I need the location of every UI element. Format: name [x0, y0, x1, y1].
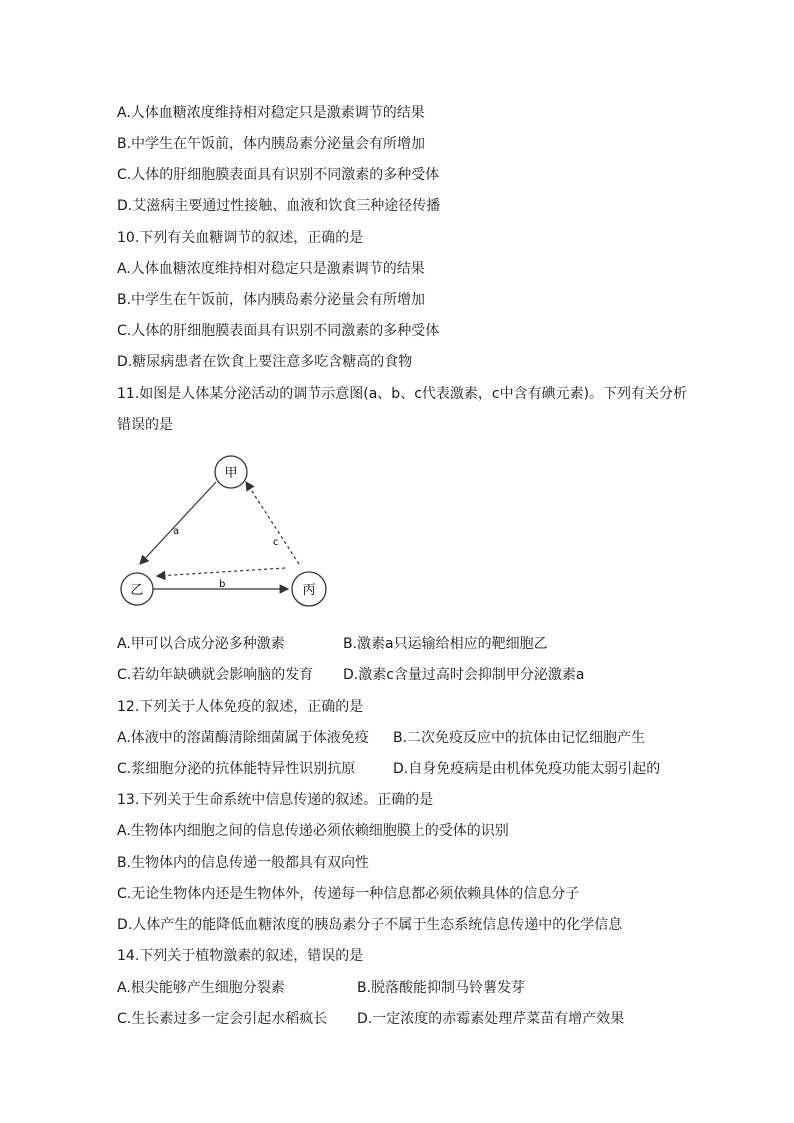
arrow-c-to-yi	[157, 568, 285, 576]
q11-stem-continued: 错误的是	[117, 417, 173, 433]
q14-option-d: D.一定浓度的赤霉素处理芹菜苗有增产效果	[357, 1011, 625, 1027]
q13-option-b: B.生物体内的信息传递一般都具有双向性	[117, 855, 370, 871]
q11-option-d: D.激素c含量过高时会抑制甲分泌激素a	[343, 667, 585, 683]
q10-option-d: D.糖尿病患者在饮食上要注意多吃含糖高的食物	[117, 354, 413, 370]
node-bing-label: 丙	[302, 583, 316, 598]
node-jia-label: 甲	[224, 466, 238, 481]
label-a: a	[173, 526, 180, 537]
q12-option-a: A.体液中的溶菌酶清除细菌属于体液免疫	[117, 730, 369, 746]
q9-option-a: A.人体血糖浓度维持相对稳定只是激素调节的结果	[117, 105, 425, 121]
hormone-regulation-diagram	[115, 446, 345, 616]
arrow-a	[140, 482, 216, 564]
q14-option-a: A.根尖能够产生细胞分裂素	[117, 980, 285, 996]
q12-option-b: B.二次免疫反应中的抗体由记忆细胞产生	[393, 730, 646, 746]
q11-option-a: A.甲可以合成分泌多种激素	[117, 636, 285, 652]
q11-option-b: B.激素a只运输给相应的靶细胞乙	[343, 636, 548, 652]
q10-stem: 10.下列有关血糖调节的叙述，正确的是	[117, 230, 364, 246]
q11-stem: 11.如图是人体某分泌活动的调节示意图(a、b、c代表激素，c中含有碘元素)。下列有关分析	[117, 386, 688, 402]
q11-option-c: C.若幼年缺碘就会影响脑的发育	[117, 667, 314, 683]
q14-option-c: C.生长素过多一定会引起水稻疯长	[117, 1011, 328, 1027]
q13-stem: 13.下列关于生命系统中信息传递的叙述。正确的是	[117, 792, 434, 808]
q13-option-d: D.人体产生的能降低血糖浓度的胰岛素分子不属于生态系统信息传递中的化学信息	[117, 917, 623, 933]
q13-option-c: C.无论生物体内还是生物体外，传递每一种信息都必须依赖具体的信息分子	[117, 886, 580, 902]
q9-option-b: B.中学生在午饭前，体内胰岛素分泌量会有所增加	[117, 136, 426, 152]
q10-option-a: A.人体血糖浓度维持相对稳定只是激素调节的结果	[117, 261, 425, 277]
q13-option-a: A.生物体内细胞之间的信息传递必须依赖细胞膜上的受体的识别	[117, 823, 509, 839]
arrow-c-to-jia	[246, 482, 299, 564]
q12-option-d: D.自身免疫病是由机体免疫功能太弱引起的	[393, 761, 661, 777]
q9-option-c: C.人体的肝细胞膜表面具有识别不同激素的多种受体	[117, 167, 440, 183]
node-yi-label: 乙	[130, 583, 144, 598]
q12-stem: 12.下列关于人体免疫的叙述，正确的是	[117, 699, 364, 715]
q10-option-b: B.中学生在午饭前，体内胰岛素分泌量会有所增加	[117, 292, 426, 308]
label-c: c	[273, 537, 279, 548]
q10-option-c: C.人体的肝细胞膜表面具有识别不同激素的多种受体	[117, 323, 440, 339]
q12-option-c: C.浆细胞分泌的抗体能特异性识别抗原	[117, 761, 356, 777]
q14-option-b: B.脱落酸能抑制马铃薯发芽	[357, 980, 526, 996]
label-b: b	[219, 579, 226, 590]
q9-option-d: D.艾滋病主要通过性接触、血液和饮食三种途径传播	[117, 198, 441, 214]
q14-stem: 14.下列关于植物激素的叙述，错误的是	[117, 948, 364, 964]
